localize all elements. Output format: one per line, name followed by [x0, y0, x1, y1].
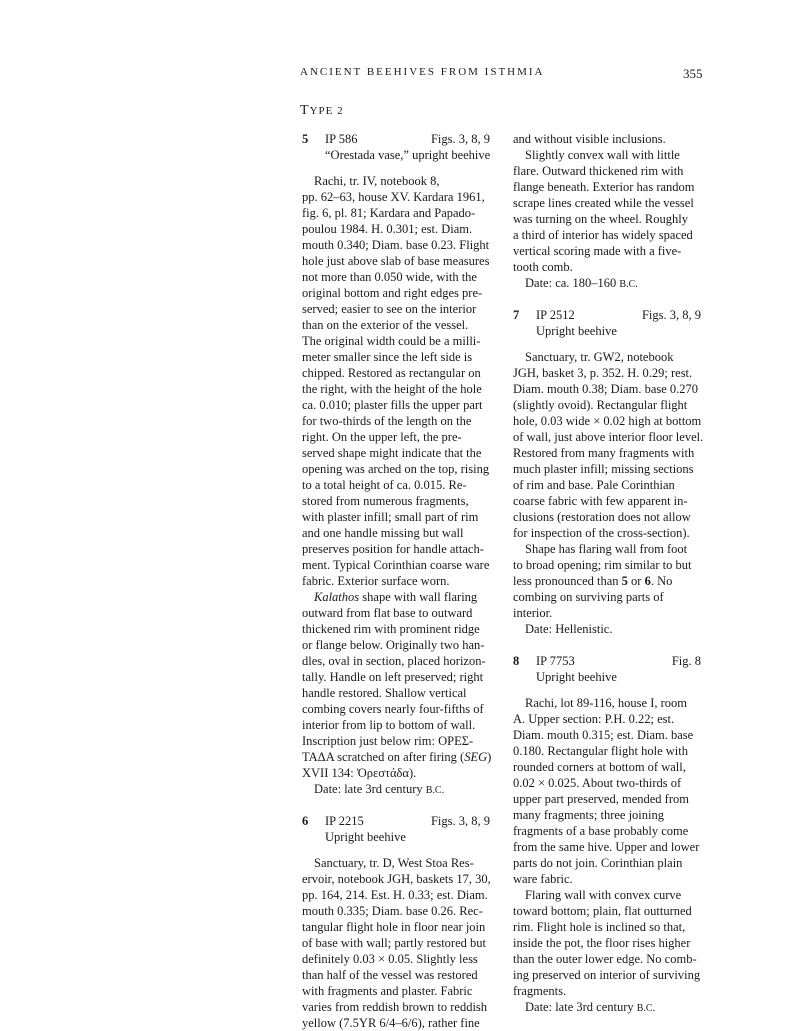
text-span: or [627, 574, 645, 588]
text-line: or flange below. Originally two han- [302, 638, 485, 652]
text-line: hole just above slab of base measures [302, 254, 490, 268]
text-line: definitely 0.03 × 0.05. Slightly less [302, 952, 478, 966]
text-line: combing on surviving parts of [513, 590, 664, 604]
text-line: many fragments; three joining [513, 808, 665, 822]
text-line: toward bottom; plain, flat outturned [513, 904, 692, 918]
text-line: of base with wall; partly restored but [302, 936, 486, 950]
text-line: yellow (7.5YR 6/4–6/6), rather fine [302, 1016, 480, 1030]
text-line: was turning on the wheel. Roughly [513, 212, 688, 226]
text-line: pp. 164, 214. Est. H. 0.33; est. Diam. [302, 888, 488, 902]
text-line: much plaster infill; missing sections [513, 462, 694, 476]
text-line: Shape has flaring wall from foot [525, 542, 688, 556]
entry-8-shape [513, 887, 703, 999]
text-line: flare. Outward thickened rim with [513, 164, 684, 178]
text-line: flange beneath. Exterior has random [513, 180, 695, 194]
text-span: shape with wall flaring [359, 590, 478, 604]
text-line: to broad opening; rim similar to but [513, 558, 692, 572]
date-line: Date: late 3rd century B.C. [525, 1000, 656, 1014]
text-line: tally. Handle on left preserved; right [302, 670, 484, 684]
text-span: ) [487, 750, 492, 764]
entry-number: 6 [302, 814, 309, 828]
text-line: chipped. Restored as rectangular on [302, 366, 481, 380]
text-span: less pronounced than [513, 574, 622, 588]
text-line: parts do not join. Corinthian plain [513, 856, 683, 870]
entry-number: 8 [513, 654, 520, 668]
text-line: hole, 0.03 wide × 0.02 high at bottom [513, 414, 702, 428]
text-line: with plaster infill; small part of rim [302, 510, 479, 524]
cross-reference[interactable]: 6 [644, 574, 651, 588]
entry-6-description [302, 855, 492, 1031]
catalog-number: IP 586 [325, 132, 358, 146]
text-line: ing preserved on interior of surviving [513, 968, 701, 982]
text-line: of rim and base. Pale Corinthian [513, 478, 675, 492]
text-line: Sanctuary, tr. GW2, notebook [525, 350, 674, 364]
text-line: right. On the upper left, the pre- [302, 430, 462, 444]
text-line: stored from numerous fragments, [302, 494, 469, 508]
text-line: scrape lines created while the vessel [513, 196, 694, 210]
entry-5-header [302, 131, 492, 147]
entry-subtitle: “Orestada vase,” upright beehive [325, 148, 491, 162]
entry-5-description [302, 173, 492, 589]
text-line: JGH, basket 3, p. 352. H. 0.29; rest. [513, 366, 693, 380]
text-line: thickened rim with prominent ridge [302, 622, 480, 636]
text-line: ΤΑΔΑ scratched on after firing (SEG) [302, 750, 492, 764]
figure-reference: Fig. 8 [671, 654, 701, 668]
right-column [513, 131, 703, 1015]
text-line: for two-thirds of the length on the [302, 414, 472, 428]
entry-5-shape [302, 605, 492, 765]
text-line [513, 573, 703, 589]
entry-subtitle: Upright beehive [325, 830, 406, 844]
text-line: of wall, just above interior floor level. [513, 430, 704, 444]
text-line [302, 589, 492, 605]
catalog-number: IP 7753 [536, 654, 575, 668]
entry-7-shape-end [513, 589, 703, 621]
text-line: served; easier to see on the interior [302, 302, 477, 316]
entry-number: 5 [302, 132, 309, 146]
text-line: dles, oval in section, placed horizon- [302, 654, 486, 668]
entry-7-description [513, 349, 703, 541]
text-line: not more than 0.050 wide, with the [302, 270, 477, 284]
text-line: Inscription just below rim: ΟΡΕΣ- [302, 734, 474, 748]
text-line: and one handle missing but wall [302, 526, 464, 540]
text-line: upper part preserved, mended from [513, 792, 689, 806]
entry-6-shape [513, 147, 703, 275]
running-head: ANCIENT BEEHIVES FROM ISTHMIA [300, 66, 545, 78]
entry-8-description [513, 695, 703, 887]
text-line: ment. Typical Corinthian coarse ware [302, 558, 490, 572]
entry-subtitle: Upright beehive [536, 324, 617, 338]
italic-term: Kalathos [314, 590, 360, 604]
text-line: than the outer lower edge. No comb- [513, 952, 697, 966]
text-line: 0.180. Rectangular flight hole with [513, 744, 688, 758]
text-line: mouth 0.340; Diam. base 0.23. Flight [302, 238, 490, 252]
text-line: A. Upper section: P.H. 0.22; est. [513, 712, 675, 726]
entry-6-header [302, 813, 492, 829]
text-line: with fragments and plaster. Fabric [302, 984, 473, 998]
figure-reference: Figs. 3, 8, 9 [641, 308, 701, 322]
italic-term: SEG [464, 750, 488, 764]
entry-8-header [513, 653, 703, 669]
text-line: to a total height of ca. 0.015. Re- [302, 478, 467, 492]
text-line: The original width could be a milli- [302, 334, 481, 348]
text-line: Rachi, lot 89-116, house I, room [525, 696, 688, 710]
text-line: and without visible inclusions. [513, 132, 666, 146]
text-line: 0.02 × 0.025. About two-thirds of [513, 776, 682, 790]
text-span: . No [650, 574, 673, 588]
text-line: original bottom and right edges pre- [302, 286, 483, 300]
text-line: Slightly convex wall with little [525, 148, 680, 162]
text-line: clusions (restoration does not allow [513, 510, 691, 524]
text-line: fragments. [513, 984, 567, 998]
text-line: Restored from many fragments with [513, 446, 695, 460]
text-line: fragments of a base probably come [513, 824, 689, 838]
text-line: XVII 134: Ὀρεστάδα). [302, 766, 417, 780]
text-line: Diam. mouth 0.315; est. Diam. base [513, 728, 694, 742]
catalog-number: IP 2512 [536, 308, 575, 322]
text-line: from the same hive. Upper and lower [513, 840, 700, 854]
date-line: Date: ca. 180–160 B.C. [525, 276, 638, 290]
text-line: served shape might indicate that the [302, 446, 482, 460]
text-line: tooth comb. [513, 260, 573, 274]
entry-6-continued [513, 131, 703, 147]
text-line: a third of interior has widely spaced [513, 228, 693, 242]
text-line: Rachi, tr. IV, notebook 8, [314, 174, 440, 188]
text-line: (slightly ovoid). Rectangular flight [513, 398, 688, 412]
text-line: outward from flat base to outward [302, 606, 473, 620]
text-line: fabric. Exterior surface worn. [302, 574, 450, 588]
text-line: Diam. mouth 0.38; Diam. base 0.270 [513, 382, 699, 396]
cross-reference[interactable]: 5 [621, 574, 628, 588]
entry-7-shape [513, 541, 703, 573]
text-line: rounded corners at bottom of wall, [513, 760, 686, 774]
figure-reference: Figs. 3, 8, 9 [430, 132, 490, 146]
text-line: poulou 1984. H. 0.301; est. Diam. [302, 222, 473, 236]
text-line: interior. [513, 606, 553, 620]
text-line: than on the exterior of the vessel. [302, 318, 469, 332]
text-line: combing covers nearly four-fifths of [302, 702, 484, 716]
text-line: pp. 62–63, house XV. Kardara 1961, [302, 190, 485, 204]
text-line: coarse fabric with few apparent in- [513, 494, 688, 508]
text-line: ca. 0.010; plaster fills the upper part [302, 398, 483, 412]
date-line: Date: Hellenistic. [525, 622, 613, 636]
text-line: varies from reddish brown to reddish [302, 1000, 488, 1014]
text-line: inside the pot, the floor rises higher [513, 936, 691, 950]
date-line: Date: late 3rd century B.C. [314, 782, 445, 796]
text-line: Flaring wall with convex curve [525, 888, 682, 902]
text-line: interior from lip to bottom of wall. [302, 718, 476, 732]
text-line: Sanctuary, tr. D, West Stoa Res- [314, 856, 474, 870]
entry-number: 7 [513, 308, 520, 322]
catalog-number: IP 2215 [325, 814, 364, 828]
text-line: handle restored. Shallow vertical [302, 686, 467, 700]
entry-7-header [513, 307, 703, 323]
text-line: opening was arched on the top, rising [302, 462, 490, 476]
text-line: ware fabric. [513, 872, 573, 886]
text-line: rim. Flight hole is inclined so that, [513, 920, 686, 934]
text-line: for inspection of the cross-section). [513, 526, 690, 540]
text-line: tangular flight hole in floor near join [302, 920, 486, 934]
text-line: the right, with the height of the hole [302, 382, 482, 396]
left-column [302, 131, 492, 1031]
text-line: mouth 0.335; Diam. base 0.26. Rec- [302, 904, 483, 918]
figure-reference: Figs. 3, 8, 9 [430, 814, 490, 828]
text-line: vertical scoring made with a five- [513, 244, 682, 258]
text-line: than half of the vessel was restored [302, 968, 478, 982]
text-line: ervoir, notebook JGH, baskets 17, 30, [302, 872, 491, 886]
text-line: meter smaller since the left side is [302, 350, 473, 364]
text-line: preserves position for handle attach- [302, 542, 484, 556]
page-number: 355 [683, 66, 703, 81]
entry-subtitle: Upright beehive [536, 670, 617, 684]
section-title: TYPE 2 [300, 103, 344, 118]
text-line: fig. 6, pl. 81; Kardara and Papado- [302, 206, 476, 220]
